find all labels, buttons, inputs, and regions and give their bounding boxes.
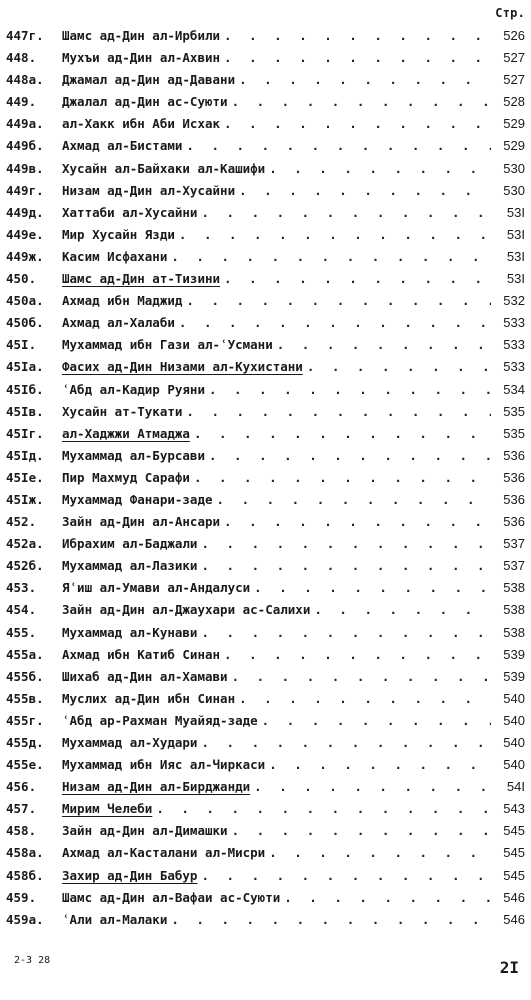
- entry-number: 449д.: [6, 204, 44, 220]
- entry-page: 537: [503, 536, 525, 552]
- dot-leader: [262, 710, 491, 732]
- entry-page: 539: [503, 668, 525, 684]
- entry-title: Мухаммад ал-Кунави: [62, 624, 198, 640]
- toc-entry: [6, 312, 525, 334]
- dot-leader: [254, 577, 491, 599]
- entry-number: 458.: [6, 823, 37, 839]
- entry-title: Муслих ад-Дин ибн Синан: [62, 690, 236, 706]
- page-column-header: Стр.: [495, 6, 525, 20]
- dot-leader: [224, 644, 491, 666]
- entry-number: 45Iа.: [6, 359, 44, 375]
- toc-entry: [6, 577, 525, 599]
- toc-entry: [6, 356, 525, 378]
- entry-page: 540: [503, 690, 525, 706]
- toc-entry: [6, 644, 525, 666]
- entry-number: 45Iе.: [6, 469, 44, 485]
- entry-title: Ахмад ал-Касталани ал-Мисри: [62, 845, 266, 861]
- entry-title: ал-Хакк ибн Аби Исхак: [62, 116, 221, 132]
- entry-page: 533: [503, 315, 525, 331]
- dot-leader: [232, 91, 491, 113]
- entry-page: 536: [503, 469, 525, 485]
- entry-number: 449.: [6, 94, 37, 110]
- entry-page: 546: [503, 911, 525, 927]
- dot-leader: [269, 158, 491, 180]
- page-number: 2I: [499, 958, 519, 977]
- dot-leader: [179, 312, 491, 334]
- entry-number: 447г.: [6, 28, 44, 43]
- dot-leader: [224, 113, 491, 135]
- entry-page: 527: [503, 72, 525, 88]
- toc-entry: [6, 445, 525, 467]
- entry-title: Ахмад ал-Халаби: [62, 315, 175, 331]
- dot-leader: [224, 25, 491, 47]
- entry-number: 450а.: [6, 293, 44, 309]
- toc-entry: [6, 423, 525, 445]
- dot-leader: [179, 224, 491, 246]
- entry-number: 45I.: [6, 337, 37, 353]
- entry-title: Мухаммад Фанари-заде: [62, 491, 213, 507]
- entry-page: 538: [503, 624, 525, 640]
- entry-number: 456.: [6, 779, 37, 795]
- toc-entry: [6, 202, 525, 224]
- entry-page: 528: [503, 94, 525, 110]
- dot-leader: [201, 732, 491, 754]
- toc-entry: [6, 511, 525, 533]
- toc-entry: [6, 489, 525, 511]
- entry-title: Ахмад ал-Бистами: [62, 138, 183, 154]
- entry-page: 545: [503, 845, 525, 861]
- entry-title: Зайн ад-Дин ал-Ансари: [62, 514, 221, 530]
- entry-page: 527: [503, 50, 525, 66]
- entry-number: 455.: [6, 624, 37, 640]
- toc-entry: [6, 246, 525, 268]
- entry-page: 539: [503, 646, 525, 662]
- entry-number: 455г.: [6, 712, 44, 728]
- entry-page: 536: [503, 447, 525, 463]
- entry-number: 452б.: [6, 558, 44, 574]
- toc-entry: [6, 909, 525, 931]
- entry-title: Касим Исфахани: [62, 248, 168, 264]
- entry-number: 452а.: [6, 536, 44, 552]
- dot-leader: [307, 356, 491, 378]
- entry-page: 530: [503, 182, 525, 198]
- entry-title: Ахмад ибн Маджид: [62, 293, 183, 309]
- entry-number: 459.: [6, 889, 37, 905]
- toc-entry: [6, 798, 525, 820]
- entry-title: Мухъи ад-Дин ал-Ахвин: [62, 50, 221, 66]
- dot-leader: [156, 798, 491, 820]
- entry-number: 449б.: [6, 138, 44, 154]
- dot-leader: [269, 754, 491, 776]
- toc-entry: [6, 599, 525, 621]
- dot-leader: [186, 290, 491, 312]
- dot-leader: [209, 379, 491, 401]
- entry-page: 536: [503, 491, 525, 507]
- toc-entry: [6, 334, 525, 356]
- toc-entry: [6, 401, 525, 423]
- entry-number: 455д.: [6, 735, 44, 750]
- entry-title: Хусайн ат-Тукати: [62, 403, 183, 419]
- entry-title: ʿАбд ал-Кадир Руяни: [62, 381, 205, 397]
- entry-page: 546: [503, 889, 525, 905]
- dot-leader: [239, 688, 491, 710]
- toc-entry: [6, 379, 525, 401]
- entry-page: 53I: [506, 271, 525, 287]
- entry-title: Зайн ад-Дин ал-Димашки: [62, 823, 228, 839]
- entry-page: 529: [503, 116, 525, 132]
- entry-title: Ахмад ибн Катиб Синан: [62, 646, 221, 662]
- entry-page: 53I: [506, 204, 525, 220]
- entry-title: Низам ад-Дин ал-Хусайни: [62, 182, 236, 198]
- dot-leader: [201, 622, 491, 644]
- entry-number: 448а.: [6, 72, 44, 88]
- entry-page: 540: [503, 735, 525, 750]
- toc-entry: [6, 732, 525, 754]
- entry-number: 448.: [6, 50, 37, 66]
- toc-entry: [6, 820, 525, 842]
- dot-leader: [224, 47, 491, 69]
- entry-number: 452.: [6, 514, 37, 530]
- dot-leader: [217, 489, 491, 511]
- entry-page: 54I: [506, 779, 525, 795]
- dot-leader: [194, 423, 491, 445]
- entry-page: 545: [503, 867, 525, 883]
- dot-leader: [209, 445, 491, 467]
- entry-page: 530: [503, 160, 525, 176]
- entry-title: ал-Хаджжи Атмаджа: [62, 425, 190, 441]
- entry-number: 455б.: [6, 668, 44, 684]
- entry-number: 449г.: [6, 182, 44, 198]
- toc-entry: [6, 69, 525, 91]
- entry-title: ʿАбд ар-Рахман Муайяд-заде: [62, 712, 258, 728]
- entry-title: ʿАли ал-Малаки: [62, 911, 168, 927]
- entry-title: Мирим Челеби: [62, 801, 153, 817]
- dot-leader: [201, 865, 491, 887]
- dot-leader: [239, 180, 491, 202]
- entry-page: 545: [503, 823, 525, 839]
- entry-page: 540: [503, 757, 525, 773]
- entry-number: 459а.: [6, 911, 44, 927]
- toc-entry: [6, 688, 525, 710]
- entry-number: 454.: [6, 602, 37, 618]
- entry-title: Мухаммад ал-Лазики: [62, 558, 198, 574]
- entry-page: 53I: [506, 248, 525, 264]
- entry-title: Мухаммад ал-Бурсави: [62, 447, 205, 463]
- entry-title: Фасих ад-Дин Низами ал-Кухистани: [62, 359, 303, 375]
- toc-entry: [6, 47, 525, 69]
- toc-entry: [6, 290, 525, 312]
- entry-number: 450.: [6, 271, 37, 287]
- entry-number: 458а.: [6, 845, 44, 861]
- entry-title: Хусайн ал-Байхаки ал-Кашифи: [62, 160, 266, 176]
- entry-title: Мухаммад ал-Худари: [62, 735, 198, 750]
- entry-page: 529: [503, 138, 525, 154]
- entry-page: 53I: [506, 226, 525, 242]
- entry-number: 449в.: [6, 160, 44, 176]
- dot-leader: [171, 246, 491, 268]
- entry-title: Шихаб ад-Дин ал-Хамави: [62, 668, 228, 684]
- entry-title: Мухаммад ибн Ияс ал-Чиркаси: [62, 757, 266, 773]
- entry-title: Низам ад-Дин ал-Бирджанди: [62, 779, 251, 795]
- entry-number: 455в.: [6, 690, 44, 706]
- entry-page: 543: [503, 801, 525, 817]
- dot-leader: [277, 334, 491, 356]
- toc-entry: [6, 622, 525, 644]
- dot-leader: [224, 511, 491, 533]
- entry-page: 533: [503, 359, 525, 375]
- entry-page: 535: [503, 425, 525, 441]
- toc-entry: [6, 113, 525, 135]
- entry-page: 540: [503, 712, 525, 728]
- toc-entry: [6, 180, 525, 202]
- entry-title: Хаттаби ал-Хусайни: [62, 204, 198, 220]
- entry-number: 45Iж.: [6, 491, 44, 507]
- toc-entry: [6, 135, 525, 157]
- toc-entry: [6, 268, 525, 290]
- dot-leader: [201, 555, 491, 577]
- entry-page: 534: [503, 381, 525, 397]
- entry-title: Мир Хусайн Язди: [62, 226, 175, 242]
- table-of-contents: [6, 25, 525, 931]
- entry-page: 533: [503, 337, 525, 353]
- toc-entry: [6, 776, 525, 798]
- dot-leader: [224, 268, 491, 290]
- toc-entry: [6, 666, 525, 688]
- entry-title: Захир ад-Дин Бабур: [62, 867, 198, 883]
- entry-number: 449ж.: [6, 248, 44, 264]
- entry-number: 449е.: [6, 226, 44, 242]
- entry-page: 536: [503, 514, 525, 530]
- entry-number: 458б.: [6, 867, 44, 883]
- entry-title: Джалал ад-Дин ас-Суюти: [62, 94, 228, 110]
- dot-leader: [232, 666, 491, 688]
- entry-page: 535: [503, 403, 525, 419]
- entry-number: 449а.: [6, 116, 44, 132]
- entry-number: 457.: [6, 801, 37, 817]
- toc-entry: [6, 865, 525, 887]
- dot-leader: [186, 401, 491, 423]
- dot-leader: [194, 467, 491, 489]
- toc-entry: [6, 754, 525, 776]
- entry-page: 537: [503, 558, 525, 574]
- toc-entry: [6, 842, 525, 864]
- dot-leader: [171, 909, 491, 931]
- entry-title: Шамс ад-Дин ат-Тизини: [62, 271, 221, 287]
- toc-entry: [6, 710, 525, 732]
- dot-leader: [186, 135, 491, 157]
- entry-number: 45Iг.: [6, 425, 44, 441]
- entry-title: Ибрахим ал-Баджали: [62, 536, 198, 552]
- entry-number: 453.: [6, 580, 37, 596]
- entry-title: Яʿиш ал-Умави ал-Андалуси: [62, 580, 251, 596]
- dot-leader: [314, 599, 491, 621]
- toc-entry: [6, 224, 525, 246]
- dot-leader: [201, 202, 491, 224]
- dot-leader: [254, 776, 491, 798]
- toc-entry: [6, 533, 525, 555]
- entry-title: Зайн ад-Дин ал-Джаухари ас-Салихи: [62, 602, 311, 618]
- dot-leader: [239, 69, 491, 91]
- dot-leader: [201, 533, 491, 555]
- printer-mark: 2-3 28: [14, 955, 51, 966]
- entry-number: 45Iд.: [6, 447, 44, 463]
- entry-number: 455а.: [6, 646, 44, 662]
- entry-number: 450б.: [6, 315, 44, 331]
- entry-page: 532: [503, 293, 525, 309]
- dot-leader: [269, 842, 491, 864]
- entry-number: 455е.: [6, 757, 44, 773]
- entry-page: 538: [503, 580, 525, 596]
- entry-title: Шамс ад-Дин ал-Вафаи ас-Суюти: [62, 889, 281, 905]
- entry-title: Джамал ад-Дин ад-Давани: [62, 72, 236, 88]
- entry-title: Пир Махмуд Сарафи: [62, 469, 190, 485]
- entry-page: 538: [503, 602, 525, 618]
- entry-title: Мухаммад ибн Гази ал-ʿУсмани: [62, 337, 273, 353]
- entry-number: 45Iб.: [6, 381, 44, 397]
- toc-entry: [6, 555, 525, 577]
- toc-entry: [6, 25, 525, 47]
- entry-page: 526: [503, 28, 525, 43]
- entry-title: Шамс ад-Дин ал-Ирбили: [62, 28, 221, 43]
- entry-number: 45Iв.: [6, 403, 44, 419]
- toc-entry: [6, 91, 525, 113]
- dot-leader: [232, 820, 491, 842]
- toc-entry: [6, 887, 525, 909]
- toc-entry: [6, 467, 525, 489]
- toc-entry: [6, 158, 525, 180]
- dot-leader: [284, 887, 491, 909]
